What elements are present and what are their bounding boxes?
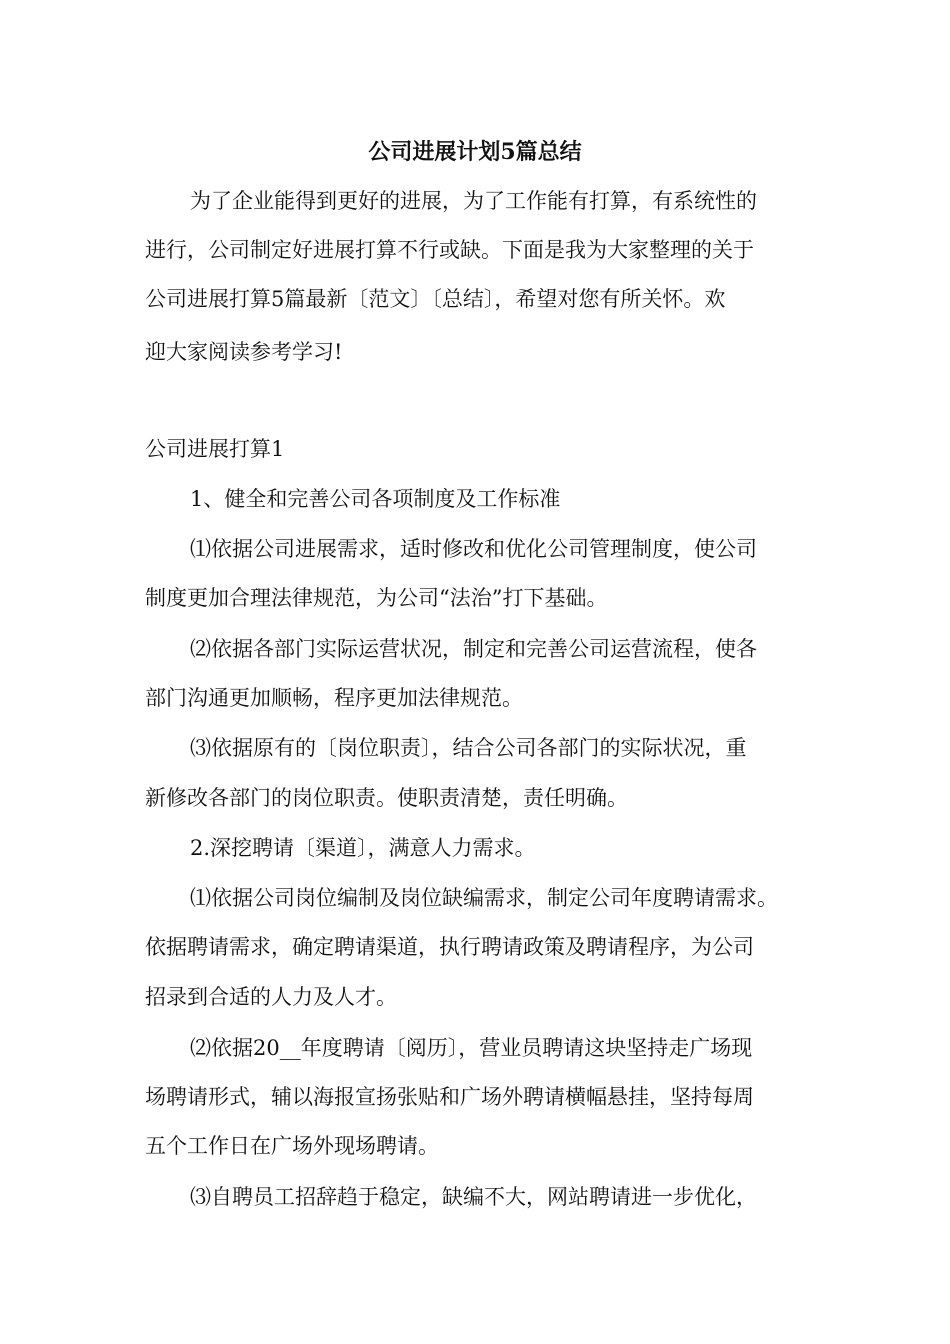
paragraph-line: 进行，公司制定好进展打算不行或缺。下面是我为大家整理的关于 — [145, 238, 754, 262]
paragraph-line: ⑴依据公司岗位编制及岗位缺编需求，制定公司年度聘请需求。 — [190, 886, 778, 910]
paragraph-line: ⑵依据各部门实际运营状况，制定和完善公司运营流程，使各 — [190, 637, 757, 661]
list-item-heading: 1、健全和完善公司各项制度及工作标准 — [190, 487, 561, 511]
section-heading: 公司进展打算1 — [145, 437, 285, 461]
paragraph-line: 新修改各部门的岗位职责。使职责清楚，责任明确。 — [145, 786, 628, 810]
paragraph-line: ⑴依据公司进展需求，适时修改和优化公司管理制度，使公司 — [190, 537, 757, 561]
paragraph-line: ⑵依据20__年度聘请〔阅历〕，营业员聘请这块坚持走广场现 — [190, 1036, 753, 1060]
paragraph-line: 公司进展打算5篇最新〔范文〕〔总结〕，希望对您有所关怀。欢 — [145, 287, 726, 311]
paragraph-line: 迎大家阅读参考学习! — [145, 340, 343, 364]
list-item-heading: 2.深挖聘请〔渠道〕，满意人力需求。 — [190, 836, 536, 860]
paragraph-line: 部门沟通更加顺畅，程序更加法律规范。 — [145, 686, 523, 710]
paragraph-line: 五个工作日在广场外现场聘请。 — [145, 1134, 439, 1158]
paragraph-line: 制度更加合理法律规范，为公司“法治”打下基础。 — [145, 586, 608, 610]
paragraph-line: 为了企业能得到更好的进展，为了工作能有打算，有系统性的 — [190, 189, 757, 213]
document-title: 公司进展计划5篇总结 — [368, 139, 582, 165]
paragraph-line: 场聘请形式，辅以海报宣扬张贴和广场外聘请横幅悬挂，坚持每周 — [145, 1085, 754, 1109]
paragraph-line: 招录到合适的人力及人才。 — [145, 985, 397, 1009]
paragraph-line: ⑶依据原有的〔岗位职责〕，结合公司各部门的实际状况，重 — [190, 736, 747, 760]
paragraph-line: 依据聘请需求，确定聘请渠道，执行聘请政策及聘请程序，为公司 — [145, 935, 754, 959]
paragraph-line: ⑶自聘员工招辞趋于稳定，缺编不大，网站聘请进一步优化， — [190, 1185, 757, 1209]
